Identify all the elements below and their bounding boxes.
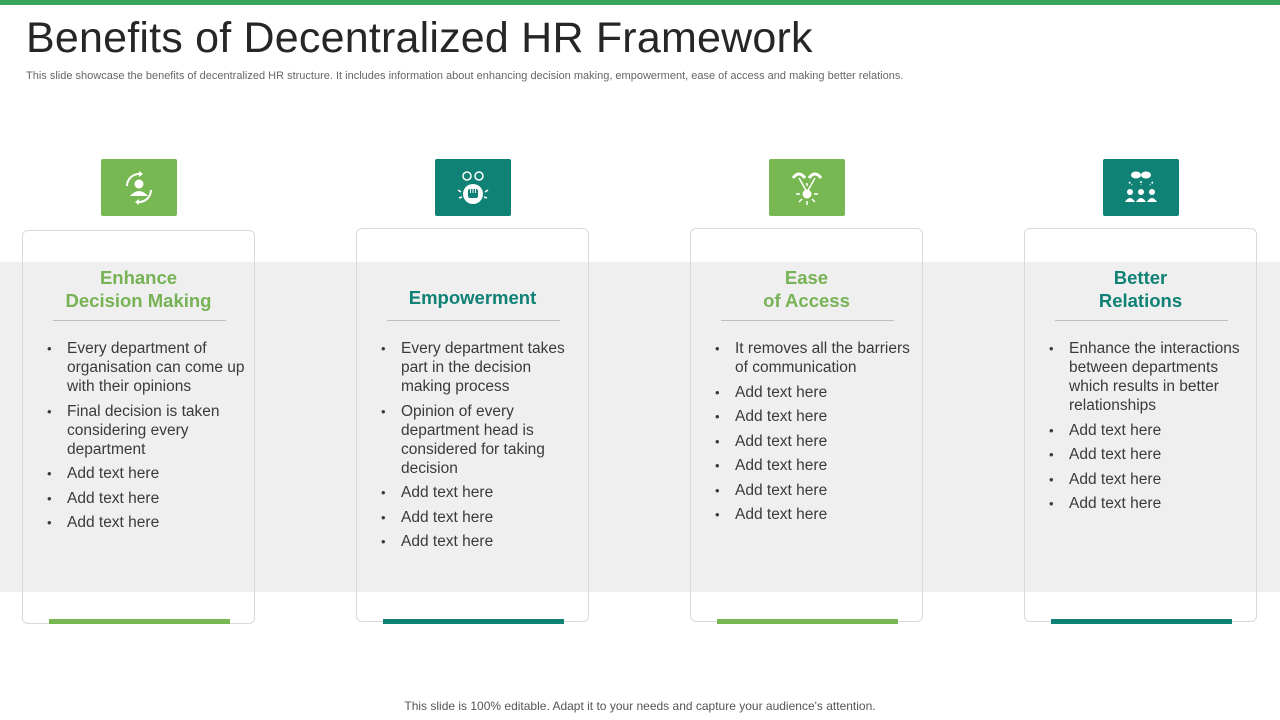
card-accent-bar: [1051, 619, 1232, 624]
list-item: • Add text here: [47, 513, 247, 532]
list-item: • Add text here: [715, 505, 915, 524]
team-conversation-icon: [1103, 159, 1179, 216]
raised-fist-icon: [435, 159, 511, 216]
card-bullet-list: [715, 339, 915, 530]
card-bullet-list: [381, 339, 581, 557]
card-accent-bar: [49, 619, 230, 624]
list-item: • It removes all the barriers of communication: [715, 339, 915, 377]
page-title: Benefits of Decentralized HR Framework: [26, 14, 813, 62]
card-heading: Better Relations: [1098, 267, 1183, 311]
list-item: • Add text here: [715, 432, 915, 451]
card-bullet-list: [47, 339, 247, 538]
card-ease-of-access: [690, 228, 923, 622]
card-divider: [53, 320, 226, 321]
list-item: • Every department of organisation can come up with their opinions: [47, 339, 247, 396]
list-item: • Add text here: [1049, 470, 1249, 489]
list-item: • Add text here: [715, 383, 915, 402]
list-item: • Every department takes part in the decision making process: [381, 339, 581, 396]
list-item: • Add text here: [1049, 421, 1249, 440]
list-item: • Add text here: [1049, 494, 1249, 513]
list-item: • Add text here: [715, 407, 915, 426]
card-divider: [1055, 320, 1228, 321]
list-item: • Add text here: [381, 508, 581, 527]
top-accent-bar: [0, 0, 1280, 5]
list-item: • Enhance the interactions between departments which results in better relationships: [1049, 339, 1249, 415]
network-access-icon: [769, 159, 845, 216]
list-item: • Add text here: [715, 456, 915, 475]
card-bullet-list: [1049, 339, 1249, 519]
card-heading: Empowerment: [408, 287, 537, 308]
list-item: • Add text here: [381, 483, 581, 502]
list-item: • Add text here: [1049, 445, 1249, 464]
list-item: • Add text here: [715, 481, 915, 500]
card-heading: Ease of Access: [763, 267, 850, 311]
list-item: • Add text here: [381, 532, 581, 551]
list-item: • Final decision is taken considering every department: [47, 402, 247, 459]
card-accent-bar: [717, 619, 898, 624]
card-better-relations: [1024, 228, 1257, 622]
person-cycle-icon: [101, 159, 177, 216]
card-accent-bar: [383, 619, 564, 624]
list-item: • Add text here: [47, 489, 247, 508]
page-subtitle: This slide showcase the benefits of decentralized HR structure. It includes information about enhancing decision making, empowerment, ease of access and making better relations.: [26, 70, 904, 82]
card-divider: [387, 320, 560, 321]
list-item: • Opinion of every department head is considered for taking decision: [381, 402, 581, 478]
card-empowerment: [356, 228, 589, 622]
footer-note: This slide is 100% editable. Adapt it to your needs and capture your audience's attention.: [404, 699, 876, 713]
list-item: • Add text here: [47, 464, 247, 483]
card-heading: Enhance Decision Making: [65, 267, 212, 311]
card-divider: [721, 320, 894, 321]
card-enhance-decision-making: [22, 230, 255, 624]
